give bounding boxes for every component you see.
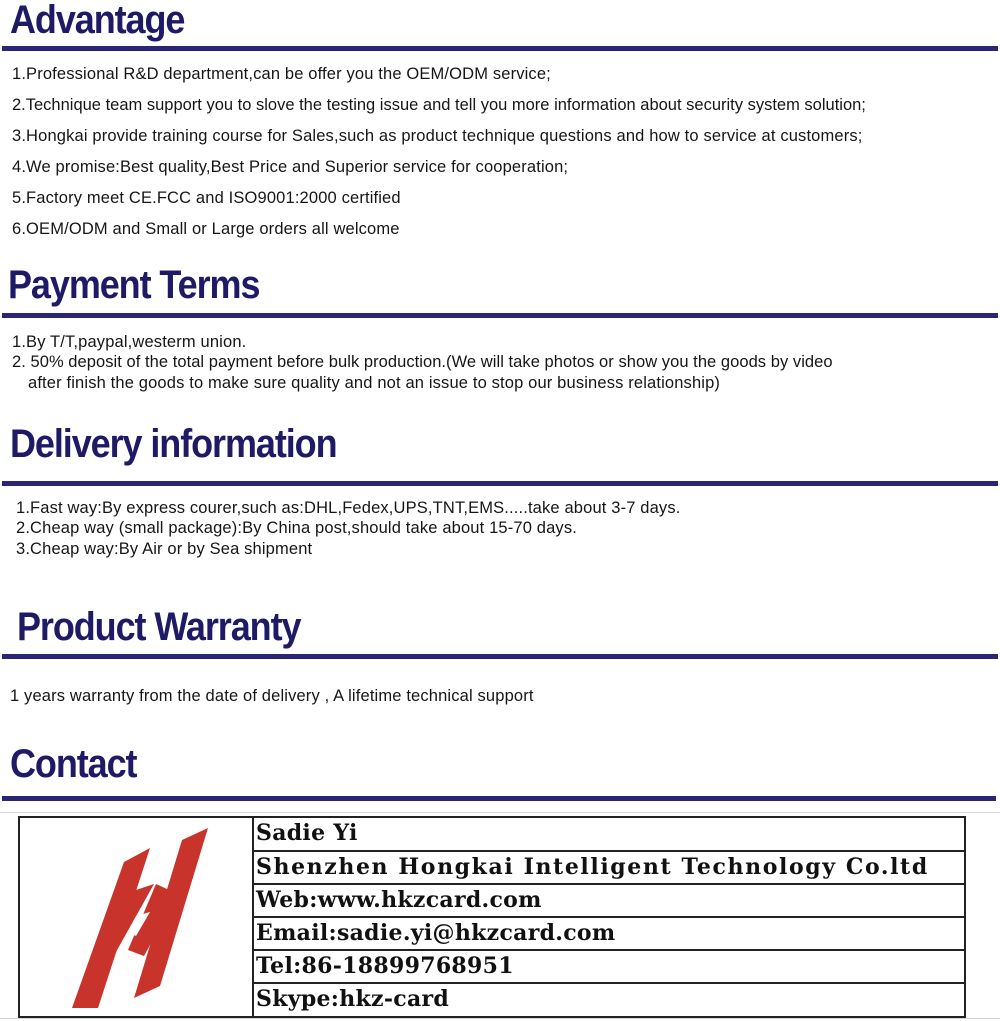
advantage-item: 3.Hongkai provide training course for Sales,such as product technique questions and how to service at customers;: [12, 127, 863, 145]
contact-name: Sadie Yi: [256, 820, 358, 846]
payment-item: after finish the goods to make sure quality and not an issue to stop our business relationship): [28, 374, 721, 392]
advantage-item: 2.Technique team support you to slove the testing issue and tell you more information about security system solution;: [12, 96, 866, 114]
contact-tel: Tel:86-18899768951: [256, 953, 514, 979]
contact-row-email: [252, 918, 966, 951]
delivery-heading: Delivery information: [10, 422, 337, 466]
contact-heading: Contact: [10, 742, 137, 786]
advantage-heading: Advantage: [10, 0, 185, 42]
delivery-item: 3.Cheap way:By Air or by Sea shipment: [16, 540, 313, 558]
advantage-item: 6.OEM/ODM and Small or Large orders all welcome: [12, 220, 400, 238]
warranty-text: 1 years warranty from the date of delivery , A lifetime technical support: [10, 687, 534, 705]
contact-row-company: [252, 852, 966, 885]
warranty-heading: Product Warranty: [17, 605, 301, 649]
payment-item: 2. 50% deposit of the total payment before bulk production.(We will take photos or show you the goods by video: [12, 353, 833, 371]
hongkai-logo-icon: [58, 828, 218, 1008]
logo-cell: [20, 818, 254, 1016]
advantage-rule: [2, 46, 998, 51]
contact-rule: [2, 796, 996, 801]
contact-card: [18, 816, 966, 1018]
grid-line: [0, 1018, 1000, 1019]
delivery-item: 1.Fast way:By express courer,such as:DHL,Fedex,UPS,TNT,EMS.....take about 3-7 days.: [16, 499, 681, 517]
payment-item: 1.By T/T,paypal,westerm union.: [12, 333, 247, 351]
grid-line: [0, 812, 1000, 813]
contact-email: Email:sadie.yi@hkzcard.com: [256, 920, 616, 946]
contact-row-web: [252, 885, 966, 918]
advantage-item: 1.Professional R&D department,can be offer you the OEM/ODM service;: [12, 65, 551, 83]
contact-row-tel: [252, 951, 966, 984]
contact-row-name: [252, 818, 966, 852]
warranty-rule: [2, 654, 998, 659]
delivery-rule: [2, 481, 998, 486]
contact-skype: Skype:hkz-card: [256, 986, 450, 1012]
contact-web: Web:www.hkzcard.com: [256, 887, 542, 913]
contact-row-skype: [252, 984, 966, 1016]
contact-company: Shenzhen Hongkai Intelligent Technology Co.ltd: [256, 854, 929, 880]
delivery-item: 2.Cheap way (small package):By China post,should take about 15-70 days.: [16, 519, 577, 537]
payment-heading: Payment Terms: [8, 263, 260, 307]
payment-rule: [2, 313, 998, 318]
advantage-item: 5.Factory meet CE.FCC and ISO9001:2000 certified: [12, 189, 401, 207]
advantage-item: 4.We promise:Best quality,Best Price and Superior service for cooperation;: [12, 158, 569, 176]
